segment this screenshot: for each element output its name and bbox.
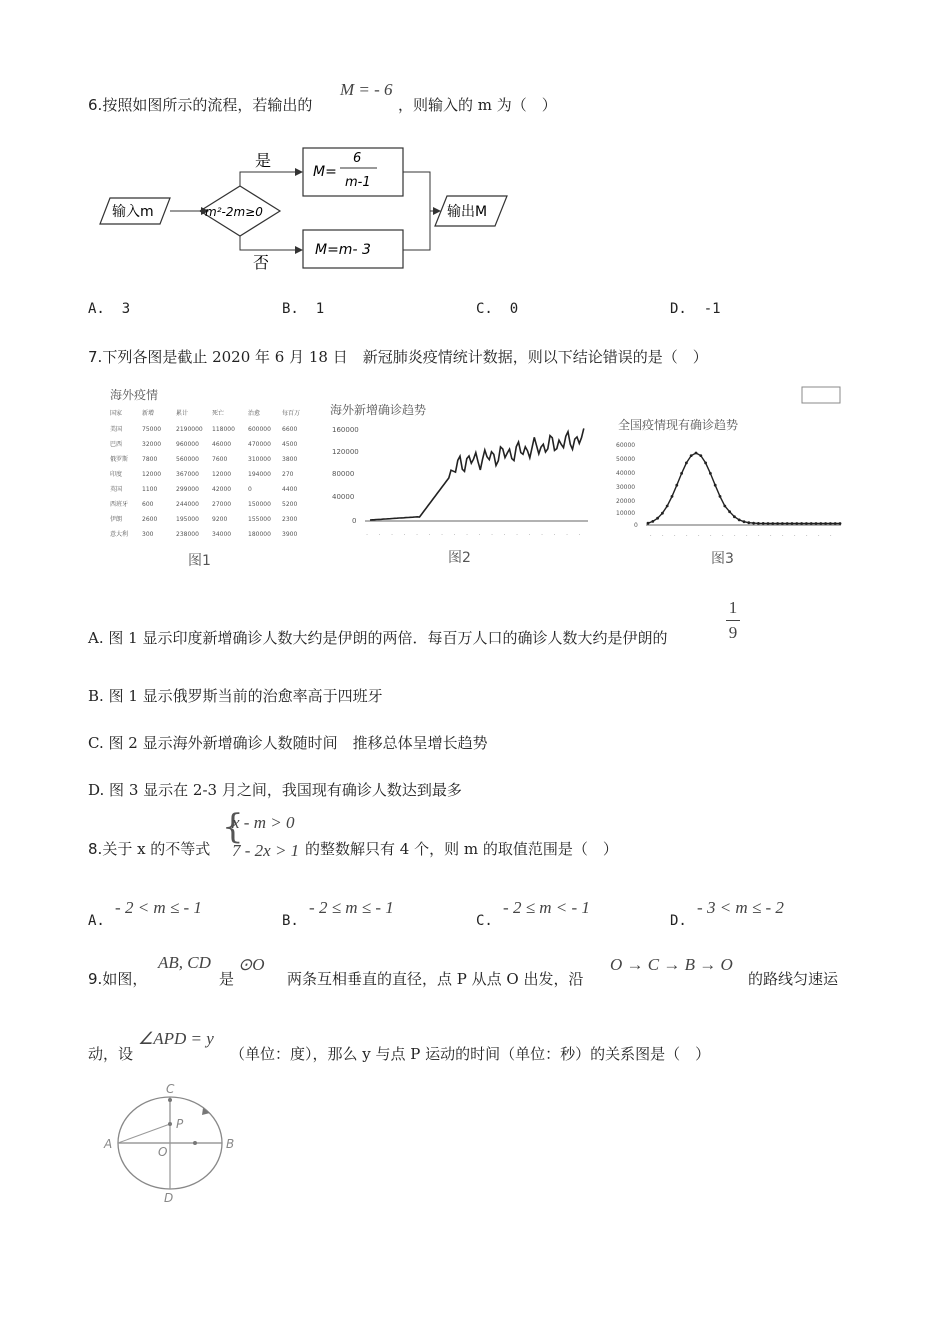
- label-c: C: [166, 1082, 175, 1096]
- q7-option-a[interactable]: [88, 627, 667, 648]
- q8-option-d[interactable]: [670, 898, 784, 929]
- q7-option-d[interactable]: [88, 779, 462, 800]
- fig2-ytick-1: 120000: [332, 448, 359, 456]
- fig3-point: [781, 522, 784, 525]
- q7-figure-1: [100, 383, 315, 573]
- q6-text-a: .按照如图所示的流程，若输出的: [97, 96, 313, 114]
- fig3-point: [747, 521, 750, 524]
- fig2-xtick: ·: [389, 532, 396, 538]
- fig2-xtick: ·: [527, 532, 534, 538]
- fig3-point: [728, 510, 731, 513]
- fig2-xtick: ·: [464, 532, 471, 538]
- fig3-xtick: ·: [770, 533, 772, 539]
- fig3-xtick: ·: [674, 533, 676, 539]
- fig1-cell: 118000: [212, 426, 235, 433]
- q8-option-c-value: - 2 ≤ m < - 1: [503, 898, 590, 917]
- label-p: P: [176, 1117, 184, 1131]
- fig1-cell: 27000: [212, 501, 232, 508]
- fig3-xtick: ·: [818, 533, 820, 539]
- q6-stem: [88, 94, 312, 115]
- fig1-cell: 6600: [282, 426, 298, 433]
- fig1-cell: 1100: [142, 486, 158, 493]
- flow-output-text: 输出M: [447, 204, 488, 220]
- fig1-cell: 美国: [110, 426, 123, 433]
- fig3-ytick-0: 60000: [616, 442, 636, 449]
- q7-option-b-letter: B.: [88, 687, 104, 705]
- fig3-xtick: ·: [722, 533, 724, 539]
- q8-option-b-value: - 2 ≤ m ≤ - 1: [309, 898, 394, 917]
- fig1-cell: 12000: [212, 471, 232, 478]
- fig1-cell: 180000: [248, 531, 271, 538]
- fig3-title: 全国疫情现有确诊趋势: [618, 418, 739, 432]
- fig1-cell: 270: [282, 471, 294, 478]
- q8-stem: [88, 838, 210, 859]
- fig3-point: [699, 454, 702, 457]
- fig3-point: [714, 484, 717, 487]
- q7-number: 7: [88, 348, 98, 366]
- flow-no-line: [240, 236, 295, 250]
- q6-option-c[interactable]: [476, 301, 518, 317]
- fig1-cell: 2190000: [176, 426, 203, 433]
- fig1-cell: 150000: [248, 501, 271, 508]
- fig2-xtick: ·: [552, 532, 559, 538]
- fig2-xtick: ·: [439, 532, 446, 538]
- fig2-xtick: ·: [489, 532, 496, 538]
- flow-input-text: 输入m: [112, 204, 154, 220]
- q9-number: 9: [88, 970, 98, 988]
- q9-text-c: 两条互相垂直的直径，点 P 从点 O 出发，沿: [287, 970, 584, 988]
- fig1-cell: 310000: [248, 456, 271, 463]
- fig1-cell: 9200: [212, 516, 228, 523]
- fig3-xtick: ·: [746, 533, 748, 539]
- fig1-cell: 意大利: [110, 531, 129, 538]
- fig3-point: [805, 522, 808, 525]
- fig1-cell: 12000: [142, 471, 162, 478]
- point-c-dot: [168, 1098, 172, 1102]
- fig3-xtick: ·: [806, 533, 808, 539]
- fig3-point: [786, 522, 789, 525]
- q7-stem: [88, 346, 708, 367]
- fraction-bar: [726, 620, 740, 621]
- fig1-cell: 西班牙: [110, 501, 129, 508]
- q6-flowchart: [95, 140, 515, 275]
- q6-math-m: M = - 6: [340, 80, 393, 99]
- fig3-ytick-1: 50000: [616, 456, 636, 463]
- fig3-point: [752, 522, 755, 525]
- fig3-point: [666, 505, 669, 508]
- fig3-point: [743, 520, 746, 523]
- fig2-xtick: ·: [502, 532, 509, 538]
- fig1-cell: 238000: [176, 531, 199, 538]
- fig1-cell: 伊朗: [110, 516, 123, 523]
- fig1-cell: 5200: [282, 501, 298, 508]
- fig1-cell: 600000: [248, 426, 271, 433]
- fig2-ytick-2: 80000: [332, 470, 355, 478]
- fig3-xtick: ·: [758, 533, 760, 539]
- fig3-point: [656, 517, 659, 520]
- fig1-header-4: 治愈: [248, 410, 261, 417]
- fig3-point: [757, 522, 760, 525]
- fig3-ytick-3: 30000: [616, 484, 636, 491]
- flow-yes-box-text: M=: [313, 164, 337, 180]
- q7-figure-3: [606, 385, 846, 570]
- fig1-header-0: 国家: [110, 410, 123, 417]
- fig2-trend-line: [370, 428, 584, 520]
- q6-option-a-letter: A.: [88, 301, 105, 317]
- fig1-cell: 42000: [212, 486, 232, 493]
- flow-yes-line: [240, 172, 295, 186]
- flow-yes-numerator: 6: [353, 151, 362, 166]
- q7-option-a-text: 图 1 显示印度新增确诊人数大约是伊朗的两倍．每百万人口的确诊人数大约是伊朗的: [108, 629, 668, 647]
- q9-math-path: O → C → B → O: [610, 955, 733, 974]
- fig3-point: [647, 522, 650, 525]
- fig3-xtick: ·: [698, 533, 700, 539]
- fig3-point: [819, 522, 822, 525]
- fig1-cell: 印度: [110, 471, 123, 478]
- fig2-ytick-4: 0: [352, 517, 357, 525]
- fig1-cell: 7800: [142, 456, 158, 463]
- q9-text-d: 的路线匀速运: [748, 970, 839, 988]
- fig2-xtick: ·: [477, 532, 484, 538]
- fig1-cell: 7600: [212, 456, 228, 463]
- fig2-title: 海外新增确诊趋势: [330, 403, 427, 417]
- fig1-cell: 0: [248, 486, 252, 493]
- q8-option-c[interactable]: [476, 898, 590, 929]
- fig1-header-3: 死亡: [212, 410, 225, 417]
- q7-option-a-letter: A.: [88, 629, 104, 647]
- q6-option-b-value: 1: [315, 301, 325, 317]
- q7-text: .下列各图是截止 2020 年 6 月 18 日 新冠肺炎疫情统计数据，则以下结论错误的是（ ）: [97, 348, 708, 366]
- fig3-ytick-4: 20000: [616, 498, 636, 505]
- fig2-xtick: ·: [402, 532, 409, 538]
- q8-text-a: .关于 x 的不等式: [97, 840, 211, 858]
- q8-option-c-letter: C.: [476, 913, 493, 929]
- fig2-xtick: ·: [577, 532, 584, 538]
- fig3-point: [695, 452, 698, 455]
- fig3-point: [834, 522, 837, 525]
- fig3-xtick: ·: [734, 533, 736, 539]
- flow-yes-denominator: m-1: [345, 175, 371, 190]
- fig3-point: [815, 522, 818, 525]
- fig3-point: [810, 522, 813, 525]
- fig1-cell: 299000: [176, 486, 199, 493]
- q9-text-b: 是: [219, 970, 235, 988]
- fig3-point: [733, 515, 736, 518]
- q9-text-e: 动，设: [88, 1045, 134, 1063]
- fig3-trend-line: [648, 453, 840, 524]
- fig1-cell: 194000: [248, 471, 271, 478]
- label-d: D: [164, 1191, 174, 1205]
- fig1-cell: 32000: [142, 441, 162, 448]
- q8-option-b[interactable]: [282, 898, 394, 929]
- q8-option-a[interactable]: [88, 898, 202, 929]
- flow-yes-label: 是: [255, 151, 272, 170]
- q8-inequality-2: 7 - 2x > 1: [232, 841, 300, 860]
- q8-option-a-letter: A.: [88, 913, 105, 929]
- q8-option-b-letter: B.: [282, 913, 299, 929]
- fig2-label: 图2: [448, 550, 471, 566]
- q7-option-b-text: 图 1 显示俄罗斯当前的治愈率高于四班牙: [108, 687, 383, 705]
- fig3-ytick-6: 0: [634, 522, 638, 529]
- fig3-point: [671, 495, 674, 498]
- fig3-point: [776, 522, 779, 525]
- point-mid-ob: [193, 1141, 197, 1145]
- fig1-cell: 3900: [282, 531, 298, 538]
- fig2-xtick: ·: [564, 532, 571, 538]
- q7-option-c-text: 图 2 显示海外新增确诊人数随时间 推移总体呈增长趋势: [108, 734, 488, 752]
- fig3-point: [719, 495, 722, 498]
- fig3-ytick-2: 40000: [616, 470, 636, 477]
- q7-option-d-text: 图 3 显示在 2-3 月之间，我国现有确诊人数达到最多: [109, 781, 462, 799]
- fig3-point: [661, 512, 664, 515]
- fig3-point: [680, 472, 683, 475]
- q9-math-ab-cd: AB, CD: [158, 953, 211, 972]
- q8-option-a-value: - 2 < m ≤ - 1: [115, 898, 202, 917]
- flow-condition-text: m²-2m≥0: [205, 205, 263, 219]
- label-b: B: [226, 1137, 235, 1151]
- q6-number: 6: [88, 96, 98, 114]
- fig1-cell: 4500: [282, 441, 298, 448]
- fig1-header-1: 新增: [142, 410, 155, 417]
- fig2-ytick-0: 160000: [332, 426, 359, 434]
- q8-option-d-letter: D.: [670, 913, 687, 929]
- fig1-cell: 155000: [248, 516, 271, 523]
- fig3-point: [675, 484, 678, 487]
- fig1-header-2: 累计: [176, 410, 189, 417]
- q9-math-circle-o: ⊙O: [238, 955, 265, 974]
- q7-option-d-letter: D.: [88, 781, 105, 799]
- fig3-point: [723, 505, 726, 508]
- fig1-cell: 3800: [282, 456, 298, 463]
- fig3-xtick: ·: [782, 533, 784, 539]
- q7-option-a-fraction: [726, 598, 740, 643]
- fig3-xtick: ·: [662, 533, 664, 539]
- q6-option-c-value: 0: [509, 301, 519, 317]
- fig3-point: [651, 520, 654, 523]
- fig3-point: [800, 522, 803, 525]
- point-p: [168, 1122, 172, 1126]
- fig3-point: [795, 522, 798, 525]
- q8-number: 8: [88, 840, 98, 858]
- fig1-label: 图1: [188, 553, 211, 569]
- q8-option-d-value: - 3 < m ≤ - 2: [697, 898, 784, 917]
- q6-text-b: ，则输入的 m 为（ ）: [398, 96, 557, 114]
- fig1-cell: 560000: [176, 456, 199, 463]
- q8-text-b: 的整数解只有 4 个，则 m 的取值范围是（ ）: [305, 840, 618, 858]
- q6-option-d-letter: D.: [670, 301, 687, 317]
- fig1-cell: 2600: [142, 516, 158, 523]
- fig3-label: 图3: [711, 551, 734, 567]
- fig3-point: [791, 522, 794, 525]
- fig1-header-5: 每百万: [282, 410, 301, 417]
- fig3-point: [829, 522, 832, 525]
- fig2-xtick: ·: [377, 532, 384, 538]
- fig3-ytick-5: 10000: [616, 510, 636, 517]
- fig3-point: [839, 522, 842, 525]
- fig2-xtick: ·: [514, 532, 521, 538]
- q9-text-f: （单位：度），那么 y 与点 P 运动的时间（单位：秒）的关系图是（ ）: [230, 1045, 711, 1063]
- q7-figure-2: [320, 396, 600, 571]
- label-o: O: [158, 1145, 168, 1159]
- fig1-cell: 367000: [176, 471, 199, 478]
- fig3-point: [709, 472, 712, 475]
- fig1-cell: 巴西: [110, 441, 123, 448]
- fig1-cell: 195000: [176, 516, 199, 523]
- segment-ap: [118, 1124, 170, 1143]
- fig1-cell: 470000: [248, 441, 271, 448]
- fig3-point: [771, 522, 774, 525]
- q7-option-b[interactable]: [88, 685, 383, 706]
- fig2-xtick: ·: [364, 532, 371, 538]
- fig3-xtick: ·: [794, 533, 796, 539]
- fig1-cell: 600: [142, 501, 154, 508]
- fig3-corner-box: [802, 387, 840, 403]
- fig3-point: [762, 522, 765, 525]
- fig3-xtick: ·: [686, 533, 688, 539]
- fig2-xtick: ·: [452, 532, 459, 538]
- fig3-point: [704, 462, 707, 465]
- fig1-cell: 300: [142, 531, 154, 538]
- fig3-point: [685, 462, 688, 465]
- q8-inequality-1: x - m > 0: [232, 813, 295, 832]
- fig1-title: 海外疫情: [110, 388, 159, 402]
- fig3-xtick: ·: [710, 533, 712, 539]
- q6-option-d[interactable]: [670, 301, 721, 317]
- fig3-point: [767, 522, 770, 525]
- fig1-cell: 960000: [176, 441, 199, 448]
- q6-option-a-value: 3: [121, 301, 131, 317]
- fig1-cell: 244000: [176, 501, 199, 508]
- flow-no-label: 否: [253, 253, 270, 272]
- fig3-xtick: ·: [650, 533, 652, 539]
- fig1-cell: 2300: [282, 516, 298, 523]
- label-a: A: [104, 1137, 113, 1151]
- fig3-xtick: ·: [830, 533, 832, 539]
- q6-option-c-letter: C.: [476, 301, 493, 317]
- q9-text-a: .如图，: [97, 970, 148, 988]
- fig3-point: [824, 522, 827, 525]
- fig3-point: [690, 454, 693, 457]
- flow-no-box-text: M=m- 3: [315, 242, 371, 258]
- fig2-xtick: ·: [539, 532, 546, 538]
- fig2-xtick: ·: [427, 532, 434, 538]
- flow-merge-line: [403, 172, 430, 250]
- fig1-cell: 4400: [282, 486, 298, 493]
- flow-no-arrowhead: [295, 246, 303, 254]
- q9-circle-figure: [100, 1080, 250, 1205]
- q6-option-d-value: -1: [703, 301, 721, 317]
- fig1-cell: 34000: [212, 531, 232, 538]
- q8-brace: {: [222, 807, 244, 847]
- flow-yes-arrowhead: [295, 168, 303, 176]
- q6-option-a[interactable]: [88, 301, 130, 317]
- fraction-denominator: 9: [728, 623, 738, 642]
- fig1-cell: 俄罗斯: [110, 456, 129, 463]
- q6-option-b[interactable]: [282, 301, 324, 317]
- q9-stem-line1: [88, 968, 147, 989]
- fig2-ytick-3: 40000: [332, 493, 355, 501]
- fraction-numerator: 1: [728, 598, 738, 617]
- fig3-point: [738, 519, 741, 522]
- fig1-cell: 75000: [142, 426, 162, 433]
- q9-math-angle: ∠APD = y: [138, 1029, 214, 1048]
- q7-option-c-letter: C.: [88, 734, 104, 752]
- fig2-xtick: ·: [414, 532, 421, 538]
- q6-option-b-letter: B.: [282, 301, 299, 317]
- q7-option-c[interactable]: [88, 732, 488, 753]
- fig1-cell: 46000: [212, 441, 232, 448]
- fig1-cell: 英国: [110, 486, 123, 493]
